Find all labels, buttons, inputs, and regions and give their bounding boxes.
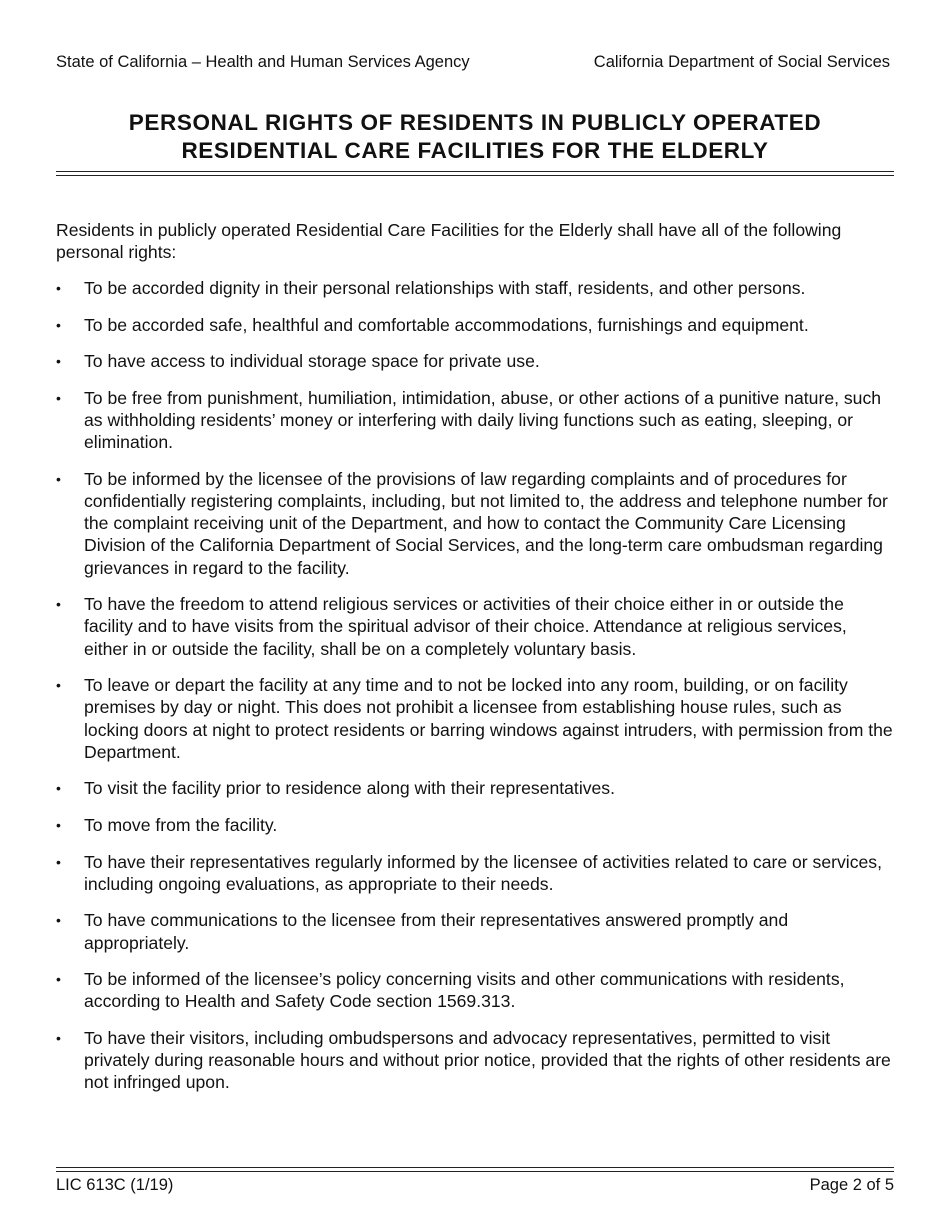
right-text: To move from the facility. bbox=[84, 814, 278, 835]
right-text: To have communications to the licensee from their representatives answered promptly and appropriately. bbox=[84, 910, 789, 953]
right-item bbox=[56, 314, 894, 336]
right-item bbox=[56, 851, 894, 895]
bullet-icon: • bbox=[56, 389, 61, 406]
page-header bbox=[56, 52, 890, 72]
right-item bbox=[56, 674, 894, 763]
right-text: To be accorded dignity in their personal relationships with staff, residents, and other persons. bbox=[84, 278, 806, 298]
document-title bbox=[56, 109, 894, 165]
right-item bbox=[56, 468, 894, 579]
page-footer bbox=[56, 1175, 894, 1195]
bullet-icon: • bbox=[56, 280, 61, 296]
right-text: To have their visitors, including ombudspersons and advocacy representatives, permitted to visit privately during reasonable hours and without prior notice, provided that the rights of other residents are not infringed upon. bbox=[84, 1027, 891, 1093]
right-text: To be informed of the licensee’s policy concerning visits and other communications with residents, according to Health and Safety Code section 1569.313. bbox=[84, 969, 845, 1012]
agency-name: State of California – Health and Human Services Agency bbox=[56, 53, 470, 71]
bullet-icon: • bbox=[56, 853, 61, 870]
intro-paragraph: Residents in publicly operated Residential Care Facilities for the Elderly shall have all of the following personal rights: bbox=[56, 220, 842, 263]
bullet-icon: • bbox=[56, 316, 61, 333]
title-divider-top bbox=[56, 171, 894, 172]
right-text: To have their representatives regularly informed by the licensee of activities related to care or services, including ongoing evaluations, as appropriate to their needs. bbox=[84, 851, 882, 894]
title-line-1: PERSONAL RIGHTS OF RESIDENTS IN PUBLICLY OPERATED bbox=[128, 110, 822, 135]
bullet-icon: • bbox=[56, 677, 61, 694]
right-item bbox=[56, 593, 894, 660]
page-number: Page 2 of 5 bbox=[809, 1176, 894, 1194]
bullet-icon: • bbox=[56, 780, 61, 797]
bullet-icon: • bbox=[56, 353, 61, 370]
footer-divider-top bbox=[56, 1167, 894, 1168]
form-number: LIC 613C (1/19) bbox=[56, 1176, 174, 1194]
title-line-2: RESIDENTIAL CARE FACILITIES FOR THE ELDERLY bbox=[181, 138, 769, 163]
right-item bbox=[56, 387, 894, 454]
right-text: To leave or depart the facility at any time and to not be locked into any room, building, or on facility premises by day or night. This does not prohibit a licensee from establishing house rules, such as locking doors at night to protect residents or barring windows against intruders, with permission from the Department. bbox=[84, 675, 893, 762]
right-item bbox=[56, 1027, 894, 1094]
bullet-icon: • bbox=[56, 971, 61, 988]
right-text: To be free from punishment, humiliation, intimidation, abuse, or other actions of a punitive nature, such as withholding residents’ money or interfering with daily living functions such as eating, sleeping, or elimination. bbox=[84, 387, 882, 453]
department-name: California Department of Social Services bbox=[593, 53, 890, 71]
right-item bbox=[56, 814, 894, 836]
title-divider-bottom bbox=[56, 175, 894, 176]
bullet-icon: • bbox=[56, 816, 61, 833]
bullet-icon: • bbox=[56, 1029, 61, 1046]
bullet-icon: • bbox=[56, 470, 61, 487]
right-text: To be accorded safe, healthful and comfortable accommodations, furnishings and equipment. bbox=[84, 314, 809, 335]
right-text: To have access to individual storage space for private use. bbox=[84, 351, 540, 372]
right-text: To be informed by the licensee of the provisions of law regarding complaints and of procedures for confidentially registering complaints, including, but not limited to, the address and telephone number for the complaint receiving unit of the Department, and how to contact the Community Care Licensing Division of the California Department of Social Services, and the long-term care ombudsman regarding grievances in regard to the facility. bbox=[84, 468, 888, 578]
right-text: To visit the facility prior to residence along with their representatives. bbox=[84, 778, 615, 799]
footer-divider-bottom bbox=[56, 1171, 894, 1172]
right-item bbox=[56, 968, 894, 1012]
right-item bbox=[56, 909, 894, 953]
right-item bbox=[56, 350, 894, 372]
right-text: To have the freedom to attend religious services or activities of their choice either in or outside the facility and to have visits from the spiritual advisor of their choice. Attendance at religious services, either in or outside the facility, shall be on a completely voluntary basis. bbox=[84, 594, 847, 659]
right-item bbox=[56, 277, 894, 299]
rights-list bbox=[56, 277, 894, 1108]
bullet-icon: • bbox=[56, 596, 61, 613]
bullet-icon: • bbox=[56, 912, 61, 929]
right-item bbox=[56, 777, 894, 799]
